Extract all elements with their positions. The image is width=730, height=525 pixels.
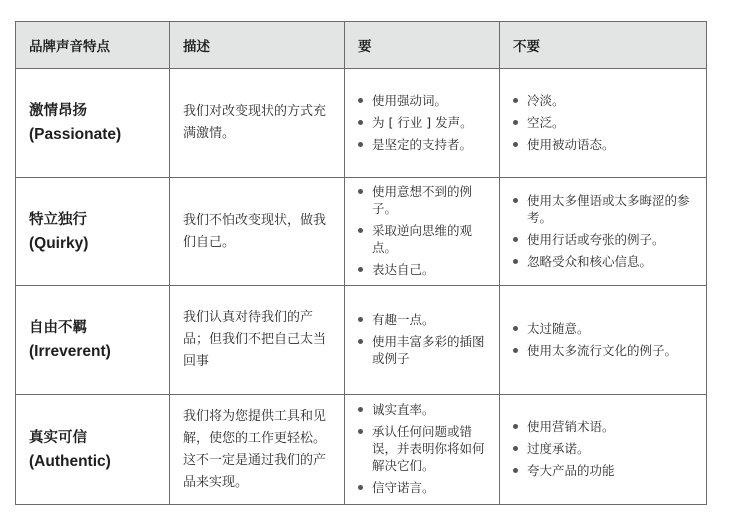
- dont-cell: [500, 286, 707, 395]
- list-item: 表达自己。: [357, 261, 491, 278]
- list-item: 使用强动词。: [357, 92, 491, 109]
- dont-cell: [500, 178, 707, 286]
- do-list: [357, 311, 491, 367]
- list-item: 采取逆向思维的观点。: [357, 222, 491, 256]
- trait-name-zh: 激情昂扬: [29, 103, 87, 119]
- do-cell: [345, 395, 500, 505]
- trait-name-zh: 自由不羁: [29, 320, 87, 336]
- list-item: 夸大产品的功能: [512, 462, 698, 479]
- list-item: 是坚定的支持者。: [357, 136, 491, 153]
- list-item: 忽略受众和核心信息。: [512, 253, 698, 270]
- list-item: 过度承诺。: [512, 440, 698, 457]
- header-do: 要: [345, 22, 500, 69]
- trait-cell: [16, 395, 170, 505]
- trait-name-en: (Authentic): [29, 452, 111, 470]
- table-row: [16, 395, 707, 505]
- header-trait: 品牌声音特点: [16, 22, 170, 69]
- list-item: 使用太多俚语或太多晦涩的参考。: [512, 192, 698, 226]
- description-cell: 我们认真对待我们的产品；但我们不把自己太当回事: [170, 286, 345, 395]
- list-item: 诚实直率。: [357, 401, 491, 418]
- header-dont: 不要: [500, 22, 707, 69]
- table-header-row: [16, 22, 707, 69]
- list-item: 使用意想不到的例子。: [357, 183, 491, 217]
- trait-name-en: (Passionate): [29, 126, 122, 143]
- do-list: [357, 401, 491, 496]
- do-cell: [345, 69, 500, 178]
- dont-list: [512, 320, 698, 359]
- trait-name-en: (Quirky): [29, 234, 89, 252]
- header-description: 描述: [170, 22, 345, 69]
- list-item: 承认任何问题或错误，并表明你将如何解决它们。: [357, 423, 491, 474]
- do-cell: [345, 286, 500, 395]
- table-row: [16, 286, 707, 395]
- list-item: 冷淡。: [512, 92, 698, 109]
- dont-cell: [500, 69, 707, 178]
- do-cell: [345, 178, 500, 286]
- trait-cell: [16, 178, 170, 286]
- do-list: [357, 92, 491, 153]
- list-item: 太过随意。: [512, 320, 698, 337]
- list-item: 信守诺言。: [357, 479, 491, 496]
- list-item: 为 [ 行业 ] 发声。: [357, 114, 491, 131]
- description-cell: 我们不怕改变现状，做我们自己。: [170, 178, 345, 286]
- list-item: 使用营销术语。: [512, 418, 698, 435]
- list-item: 使用太多流行文化的例子。: [512, 342, 698, 359]
- list-item: 使用被动语态。: [512, 136, 698, 153]
- dont-cell: [500, 395, 707, 505]
- dont-list: [512, 418, 698, 479]
- dont-list: [512, 192, 698, 270]
- list-item: 空泛。: [512, 114, 698, 131]
- dont-list: [512, 92, 698, 153]
- table-row: [16, 178, 707, 286]
- trait-cell: [16, 69, 170, 178]
- list-item: 有趣一点。: [357, 311, 491, 328]
- do-list: [357, 183, 491, 278]
- description-cell: 我们将为您提供工具和见解，使您的工作更轻松。这不一定是通过我们的产品来实现。: [170, 395, 345, 505]
- list-item: 使用行话或夸张的例子。: [512, 231, 698, 248]
- trait-name-zh: 真实可信: [29, 429, 87, 446]
- table-row: [16, 69, 707, 178]
- brand-voice-table: [15, 21, 707, 505]
- list-item: 使用丰富多彩的插图或例子: [357, 333, 491, 367]
- trait-name-en: (Irreverent): [29, 343, 111, 360]
- description-cell: 我们对改变现状的方式充满激情。: [170, 69, 345, 178]
- trait-name-zh: 特立独行: [29, 211, 87, 228]
- trait-cell: [16, 286, 170, 395]
